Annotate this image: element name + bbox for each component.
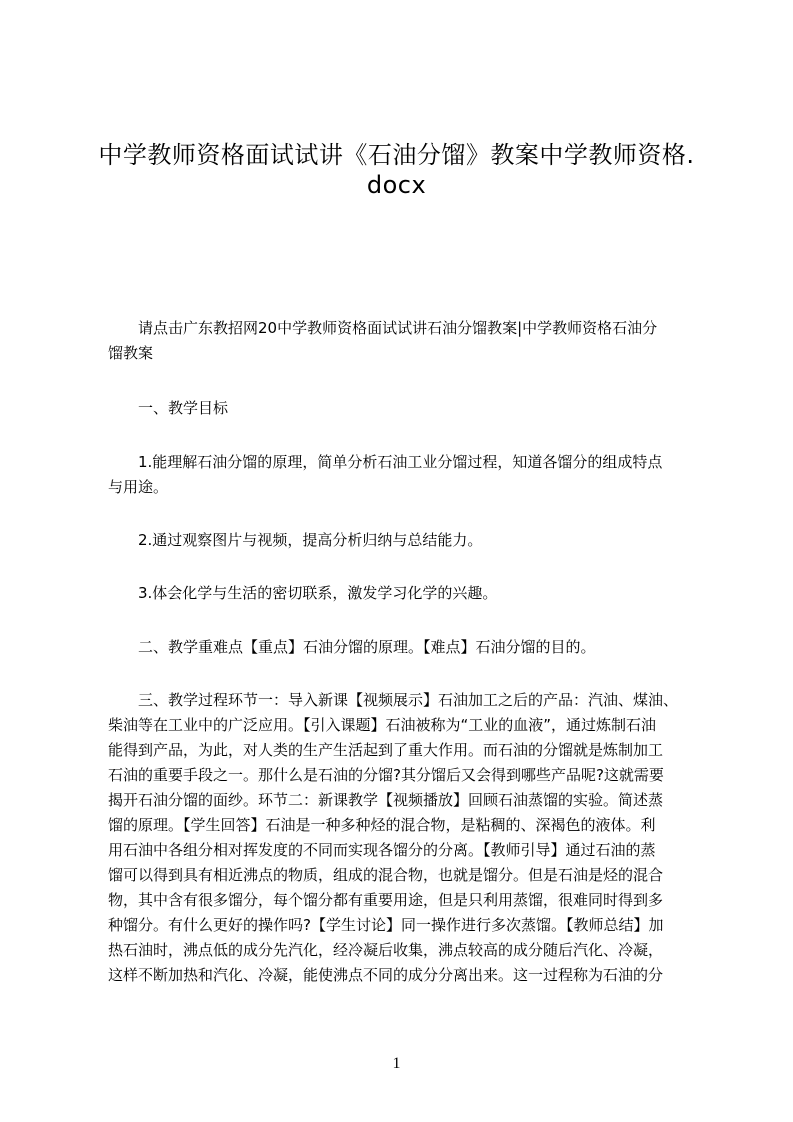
process-line-6: 馏的原理。【学生回答】石油是一种多种烃的混合物，是粘稠的、深褐色的液体。利 — [108, 816, 656, 834]
process-line-5: 揭开石油分馏的面纱。环节二：新课教学【视频播放】回顾石油蒸馏的实验。简述蒸 — [108, 791, 664, 809]
title-line-2: docx — [366, 171, 427, 199]
section-heading-objectives — [108, 396, 698, 421]
goal-2-line: 2.通过观察图片与视频，提高分析归纳与总结能力。 — [108, 531, 483, 549]
section-heading-key-points — [108, 635, 698, 660]
process-paragraph — [108, 688, 698, 988]
process-line-7: 用石油中各组分相对挥发度的不同而实现各馏分的分离。【教师引导】通过石油的蒸 — [108, 841, 656, 859]
process-line-4: 石油的重要手段之一。那什么是石油的分馏?其分馏后又会得到哪些产品呢?这就需要 — [108, 766, 664, 784]
intro-line-1: 请点击广东教招网20中学教师资格面试试讲石油分馏教案|中学教师资格石油分 — [108, 319, 658, 337]
heading-2-line: 二、教学重难点【重点】石油分馏的原理。【难点】石油分馏的目的。 — [108, 638, 596, 656]
page-number: 1 — [392, 1055, 401, 1072]
objective-3-paragraph — [108, 581, 698, 606]
goal-1-line-2: 与用途。 — [108, 478, 169, 496]
objective-1-paragraph — [108, 450, 698, 500]
intro-line-2: 馏教案 — [108, 344, 154, 362]
intro-paragraph — [108, 316, 698, 366]
heading-1-line: 一、教学目标 — [108, 399, 229, 417]
process-line-9: 物，其中含有很多馏分，每个馏分都有重要用途，但是只利用蒸馏，很难同时得到多 — [108, 891, 664, 909]
process-line-8: 馏可以得到具有相近沸点的物质，组成的混合物，也就是馏分。但是石油是烃的混合 — [108, 866, 664, 884]
title-line-1: 中学教师资格面试试讲《石油分馏》教案中学教师资格. — [98, 141, 695, 169]
objective-2-paragraph — [108, 528, 698, 553]
process-line-10: 种馏分。有什么更好的操作吗?【学生讨论】同一操作进行多次蒸馏。【教师总结】加 — [108, 916, 664, 934]
process-line-12: 这样不断加热和汽化、冷凝，能使沸点不同的成分分离出来。这一过程称为石油的分 — [108, 966, 664, 984]
process-line-2: 柴油等在工业中的广泛应用。【引入课题】石油被称为“工业的血液”，通过炼制石油 — [108, 716, 657, 734]
document-title — [80, 140, 713, 200]
goal-3-line: 3.体会化学与生活的密切联系，激发学习化学的兴趣。 — [108, 584, 498, 602]
process-line-3: 能得到产品，为此，对人类的生产生活起到了重大作用。而石油的分馏就是炼制加工 — [108, 741, 664, 759]
process-line-1: 三、教学过程环节一：导入新课【视频展示】石油加工之后的产品：汽油、煤油、 — [108, 691, 679, 709]
goal-1-line-1: 1.能理解石油分馏的原理，简单分析石油工业分馏过程，知道各馏分的组成特点 — [108, 453, 663, 471]
process-line-11: 热石油时，沸点低的成分先汽化，经冷凝后收集，沸点较高的成分随后汽化、冷凝， — [108, 941, 664, 959]
